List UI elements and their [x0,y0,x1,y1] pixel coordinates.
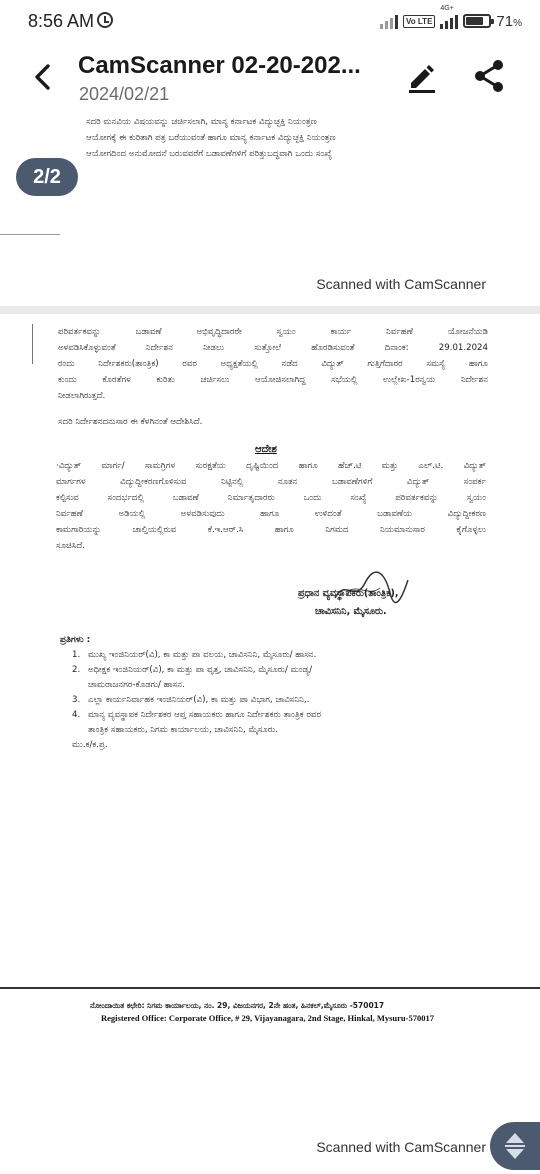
list-item: 2. ಅಧೀಕ್ಷಕ ಇಂಜಿನಿಯರ್(ವಿ), ಕಾ ಮತ್ತು ಪಾ ವೃತ್ತ, ಚಾವಿಸನಿನಿ, ಮೈಸೂರು/ ಮಂಡ್ಯ/ [72,665,313,675]
scan-edge-line [32,324,33,364]
alarm-icon [97,12,113,28]
network-icon [440,5,458,29]
copies-label: ಪ್ರತಿಗಳು : [60,635,91,645]
text-line: ಅಳವಡಿಸಿಕೊಳ್ಳುವಂತೆ ನಿರ್ದೇಶನ ನೀಡಲು ಸುತ್ತೋಲೆ ಹೊರಡಿಸುವಂತೆ ದಿನಾಂಕ: 29.01.2024 [58,343,488,353]
battery-icon [463,14,491,28]
text-line: ಸೂಚಿಸಿದೆ. [56,541,86,551]
document-date: 2024/02/21 [79,84,170,104]
scan-edge-line [0,234,60,235]
page-indicator: 2/2 [16,158,78,196]
pencil-icon[interactable] [405,60,439,94]
text-line: ರಂದು ನಿರ್ದೇಶಕರು(ತಾಂತ್ರಿಕ) ರವರ ಅಧ್ಯಕ್ಷತೆಯಲ್ಲಿ ನಡೆದ ವಿದ್ಯುತ್ ಗುತ್ತಿಗೆದಾರರ ಸಮಸ್ಯೆ ಹಾಗೂ [58,359,488,369]
scanned-with-label: Scanned with CamScanner [316,276,486,292]
file-reference: ಮು.ಕ/ಕ.ಪ್ರ. [72,740,108,750]
list-item: 4. ಮಾನ್ಯ ವ್ಯವಸ್ಥಾಪಕ ನಿರ್ದೇಶಕರ ಆಪ್ತ ಸಹಾಯಕರು ಹಾಗೂ ನಿರ್ದೇಶಕರು ತಾಂತ್ರಿಕ ರವರ [72,710,321,720]
footer-address-english: Registered Office: Corporate Office, # 29, Vijayanagara, 2nd Stage, Hinkal, Mysuru-570017 [101,1013,434,1023]
status-time: 8:56 AM [28,11,95,31]
battery-percent: 71% [496,12,522,30]
text-line: ಮಾರ್ಗಗಳ ವಿದ್ಯುದ್ದೀಕರಣಗೊಳಿಸುವ ನಿಟ್ಟಿನಲ್ಲಿ ನೂತನ ಬಡಾವಣೆಗಳಿಗೆ ವಿದ್ಯುತ್ ಸಂಪರ್ಕ [56,477,486,487]
list-item: 3. ಎಲ್ಲಾ ಕಾರ್ಯನಿರ್ವಾಹಕ ಇಂಜಿನಿಯರ್(ವಿ), ಕಾ ಮತ್ತು ಪಾ ವಿಭಾಗ, ಚಾವಿಸನಿನಿ,. [72,695,310,705]
volte-badge: Vo LTE [403,15,435,28]
page-2 [0,314,540,1170]
status-indicators [380,5,522,32]
footer-divider [0,987,540,989]
scroll-updown-icon [490,1122,540,1170]
chevron-left-icon[interactable] [28,62,58,92]
copies-list [72,648,492,753]
list-item-continuation: ಚಾಮರಾಜನಗರ-ಕೊಡಗು/ ಹಾಸನ. [88,680,185,690]
text-line: ಆಯೋಗಕ್ಕೆ ಈ ಕುರಿತಾಗಿ ಪತ್ರ ಬರೆಯುವಂತೆ ಹಾಗೂ ಮಾನ್ಯ ಕರ್ನಾಟಕ ವಿದ್ಯುಚ್ಛಕ್ತಿ ನಿಯಂತ್ರಣ [86,133,336,143]
paragraph-2 [58,414,488,430]
text-line: ಸದರಿ ಮನವಿಯ ವಿಷಯವನ್ನು ಚರ್ಚಿಸಲಾಗಿ, ಮಾನ್ಯ ಕರ್ನಾಟಕ ವಿದ್ಯುಚ್ಛಕ್ತಿ ನಿಯಂತ್ರಣ [86,117,317,127]
paragraph-1 [58,324,488,404]
page-1 [0,110,540,305]
scanned-with-label: Scanned with CamScanner [316,1139,486,1155]
text-line: ಸದರಿ ನಿರ್ದೇಶನದನುಸಾರ ಈ ಕೆಳಗಿನಂತೆ ಆದೇಶಿಸಿದೆ. [58,417,203,427]
signatory-title: ಪ್ರಧಾನ ವ್ಯವಸ್ಥಾಪಕರು(ತಾಂತ್ರಿಕ), [298,588,399,599]
paragraph-3 [56,458,486,554]
share-icon[interactable] [472,58,506,94]
page-separator [0,306,540,314]
text-line: ಕಾಮಗಾರಿಯನ್ನು ಚಾಲ್ತಿಯಲ್ಲಿರುವ ಕೆ.ಇ.ಆರ್.ಸಿ ಹಾಗೂ ನಿಗಮದ ನಿಯಮಾನುಸಾರ ಕೈಗೊಳ್ಳಲು [56,525,486,535]
order-heading: ಆದೇಶ [255,444,277,455]
text-line: ನೀಡಲಾಗಿರುತ್ತದೆ. [58,391,106,401]
network-label: 4G+ [440,5,454,12]
signatory-office: ಚಾವಿಸನಿನಿ, ಮೈಸೂರು. [315,606,387,617]
text-line: ಕುಂದು ಕೊರತೆಗಳ ಕುರಿತು ಚರ್ಚಿಸಲು ಆಯೋಜಿಸಲಾಗಿದ್ದ ಸಭೆಯಲ್ಲಿ ಉಲ್ಲೇಖ-1ರನ್ವಯ ನಿರ್ದೇಶನ [58,375,488,385]
text-line: ಕಲ್ಪಿಸುವ ಸಂದರ್ಭದಲ್ಲಿ ಬಡಾವಣೆ ನಿರ್ಮಾತೃದಾರರು ಒಂದು ಸಂಖ್ಯೆ ಪರಿವರ್ತಕವನ್ನು ಸ್ವಯಂ [56,493,486,503]
page1-text [86,114,486,162]
text-line: ಆಯೋಗದಿಂದ ಅನುಮೋದನೆ ಬರುವವರೆಗೆ ಬಡಾವಣೆಗಳಿಗೆ ಪರಿತ್ತುಬದ್ಧವಾಗಿ ಒಂದು ಸಂಖ್ಯೆ [86,149,332,159]
list-item: 1. ಮುಖ್ಯ ಇಂಜಿನಿಯರ್(ವಿ), ಕಾ ಮತ್ತು ಪಾ ವಲಯ, ಚಾವಿಸನಿನಿ, ಮೈಸೂರು/ ಹಾಸನ. [72,650,317,660]
document-viewer[interactable] [0,110,540,1170]
text-line: ಪರಿವರ್ತಕವನ್ನು ಬಡಾವಣೆ ಅಭಿವೃದ್ಧಿದಾರರೇ ಸ್ವಯಂ ಕಾರ್ಯ ನಿರ್ವಹಣೆ ಯೋಜನೆಯಡಿ [58,327,488,337]
list-item-continuation: ತಾಂತ್ರಿಕ ಸಹಾಯಕರು, ನಿಗಮ ಕಾರ್ಯಾಲಯ, ಚಾವಿಸನಿನಿ, ಮೈಸೂರು. [88,725,278,735]
signal-icon [380,13,398,29]
scroll-fab[interactable] [490,1122,540,1170]
text-line: ·ವಿದ್ಯುತ್ ಮಾರ್ಗ/ ಸಾಮಗ್ರಿಗಳ ಸುರಕ್ಷತೆಯ ದೃಷ್ಟಿಯಿಂದ ಹಾಗೂ ಹೆಚ್.ಟಿ ಮತ್ತು ಎಲ್.ಟಿ. ವಿದ್ಯುತ್ [56,461,486,471]
footer-address-kannada: ನೋಂದಾಯಿತ ಕಛೇರಿ: ನಿಗಮ ಕಾರ್ಯಾಲಯ, ನಂ. 29, ವಿಜಯನಗರ, 2ನೇ ಹಂತ, ಹಿನಕಲ್,ಮೈಸೂರು -570017 [90,1001,385,1010]
status-bar [0,0,540,44]
document-title[interactable]: CamScanner 02-20-202... [78,52,361,79]
app-header [0,44,540,110]
text-line: ನಿರ್ವಹಣೆ ಅಡಿಯಲ್ಲಿ ಅಳವಡಿಸುವುದು ಹಾಗೂ ಉಳಿದಂತೆ ಬಡಾವಣೆಯ ವಿದ್ಯುದ್ದೀಕರಣ [56,509,486,519]
